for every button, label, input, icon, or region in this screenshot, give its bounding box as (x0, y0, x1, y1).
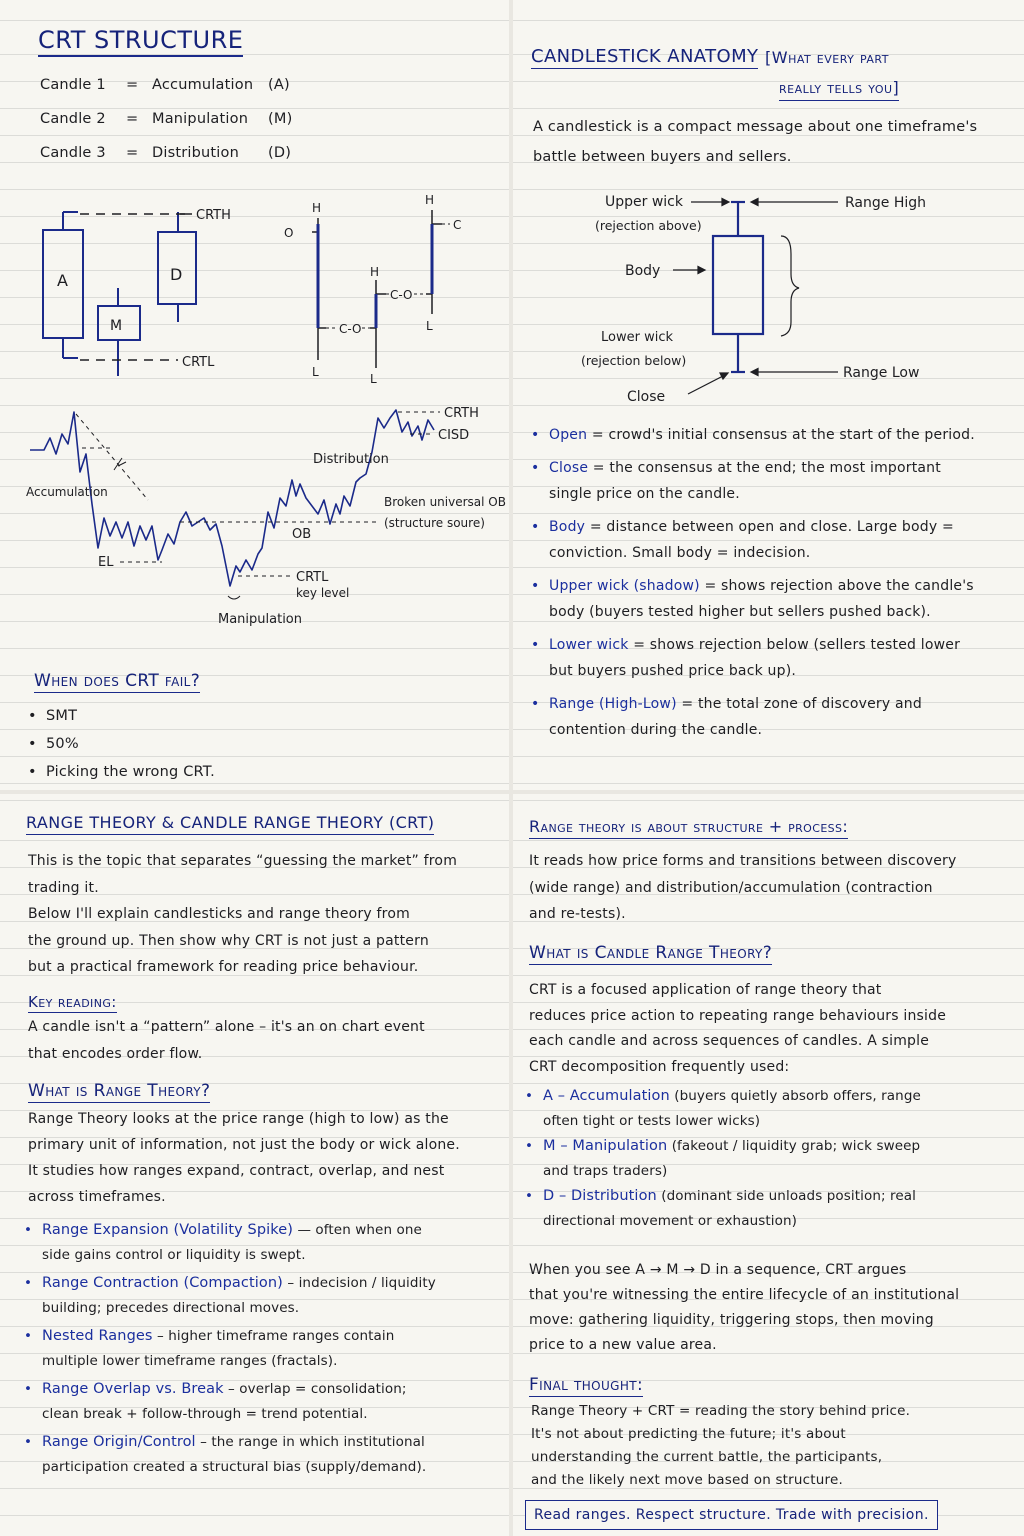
key-reading-heading: Key reading: (28, 993, 117, 1011)
list-item: • Open = crowd's initial consensus at the start of the period. (531, 422, 1017, 449)
candle-definitions (40, 72, 340, 174)
crt-fail-heading: When does CRT fail? (34, 671, 201, 691)
label-m: M (110, 318, 123, 334)
list-item: • Nested Ranges – higher timeframe ranges contain multiple lower timeframe ranges (fractals). (24, 1324, 502, 1374)
label-d: D (170, 265, 183, 284)
label-l: L (426, 319, 433, 333)
label-distribution: Distribution (313, 452, 389, 467)
crt-structure-page (0, 0, 509, 790)
label-structure-source: (structure soure) (384, 516, 485, 530)
list-item: • SMT (28, 702, 328, 730)
label-l: L (370, 372, 377, 386)
candlestick-bullets (531, 422, 1017, 744)
amd-bullets (525, 1084, 1015, 1233)
label-close: Close (627, 389, 666, 405)
candlestick-subtitle-2: really tells you] (779, 76, 899, 101)
label-key-level: key level (296, 586, 350, 600)
list-item: • Range Overlap vs. Break – overlap = consolidation; clean break + follow-through = trend potential. (24, 1377, 502, 1427)
final-thought-heading: Final thought: (529, 1375, 644, 1395)
list-item: • A – Accumulation (buyers quietly absorb offers, range often tight or tests lower wicks) (525, 1084, 1015, 1133)
structure-process-page (513, 794, 1024, 1536)
range-theory-title: RANGE THEORY & CANDLE RANGE THEORY (CRT) (26, 812, 434, 835)
list-item: • Range Origin/Control – the range in which institutional participation created a structural bias (supply/demand). (24, 1430, 502, 1480)
list-item: • 50% (28, 730, 328, 758)
list-item: • Range Expansion (Volatility Spike) — often when one side gains control or liquidity is swept. (24, 1218, 502, 1268)
label-manipulation: Manipulation (218, 612, 303, 627)
candle-definition: Candle 3 = Distribution (D) (40, 145, 292, 161)
label-body: Body (625, 263, 661, 279)
amd-candle-diagram (0, 190, 509, 390)
label-h: H (370, 265, 380, 279)
label-broken-ob: Broken universal OB (384, 495, 506, 509)
label-co: C-O (390, 288, 413, 302)
label-range-low: Range Low (843, 365, 920, 381)
price-action-sketch (0, 400, 509, 630)
label-lower-wick: Lower wick (601, 330, 673, 345)
label-a: A (57, 271, 68, 290)
label-co: C-O (339, 322, 362, 336)
structure-process-text: It reads how price forms and transitions between discovery (wide range) and distribution/accumulation (contraction and re-tests). (529, 853, 957, 922)
list-item: • Upper wick (shadow) = shows rejection above the candle's body (buyers tested higher but sellers pushed back). (531, 573, 1017, 626)
label-range-high: Range High (845, 195, 926, 211)
label-ob: OB (292, 527, 312, 542)
list-item: • Close = the consensus at the end; the most important single price on the candle. (531, 455, 1017, 508)
candle-definition: Candle 2 = Manipulation (M) (40, 111, 293, 127)
label-l: L (312, 365, 319, 379)
label-cisd: CISD (438, 428, 470, 443)
label-crtl: CRTL (182, 355, 215, 370)
what-is-crt-text: CRT is a focused application of range theory that reduces price action to repeating range behaviours inside each candle and across sequences of candles. A simple CRT decomposition frequently used: (529, 982, 947, 1075)
range-theory-intro: This is the topic that separates “guessing the market” from trading it. Below I'll explain candlesticks and range theory from the ground up. Then show why CRT is not just a pattern but a practical framework for reading price behaviour. (28, 853, 458, 975)
candle-body (713, 236, 763, 334)
amd-sequence-text: When you see A → M → D in a sequence, CRT argues that you're witnessing the entire lifecycle of an institutional move: gathering liquidity, triggering stops, then moving price to a new value area. (529, 1262, 960, 1353)
range-theory-page (0, 794, 509, 1536)
label-o: O (284, 226, 294, 240)
candle-anatomy-diagram (513, 180, 1024, 410)
what-is-range-theory-text: Range Theory looks at the price range (high to low) as the primary unit of information, not just the body or wick alone. It studies how ranges expand, contract, overlap, and nest across timeframes. (28, 1111, 460, 1205)
label-upper-wick-sub: (rejection above) (595, 218, 702, 233)
list-item: • Body = distance between open and close. Large body = conviction. Small body = indecision. (531, 514, 1017, 567)
crt-structure-title: CRT STRUCTURE (38, 26, 243, 57)
label-accumulation: Accumulation (26, 485, 108, 499)
label-el: EL (98, 555, 114, 570)
list-item: • M – Manipulation (fakeout / liquidity grab; wick sweep and traps traders) (525, 1134, 1015, 1183)
range-theory-bullets (24, 1218, 502, 1480)
candlestick-subtitle-1: [What every part (765, 48, 889, 67)
motto-box: Read ranges. Respect structure. Trade with precision. (525, 1500, 938, 1530)
label-crth: CRTH (196, 208, 231, 223)
label-crth: CRTH (444, 406, 479, 421)
list-item: • Range Contraction (Compaction) – indecision / liquidity building; precedes directional moves. (24, 1271, 502, 1321)
label-lower-wick-sub: (rejection below) (581, 353, 687, 368)
label-crtl: CRTL (296, 570, 329, 585)
label-h: H (425, 193, 435, 207)
what-is-crt-heading: What is Candle Range Theory? (529, 943, 773, 963)
label-h: H (312, 201, 322, 215)
list-item: • Range (High-Low) = the total zone of discovery and contention during the candle. (531, 691, 1017, 744)
label-c: C (453, 218, 462, 232)
label-upper-wick: Upper wick (605, 194, 683, 210)
list-item: • D – Distribution (dominant side unloads position; real directional movement or exhaustion) (525, 1184, 1015, 1233)
candle-definition: Candle 1 = Accumulation (A) (40, 77, 290, 93)
key-reading-text: A candle isn't a “pattern” alone – it's an on chart event that encodes order flow. (28, 1019, 425, 1062)
candlestick-intro: A candlestick is a compact message about one timeframe's battle between buyers and sellers. (533, 119, 978, 165)
crt-fail-list (28, 702, 328, 786)
candlestick-title: CANDLESTICK ANATOMY (531, 46, 759, 67)
structure-process-heading: Range theory is about structure + process: (529, 816, 848, 839)
list-item: • Lower wick = shows rejection below (sellers tested lower but buyers pushed price back up). (531, 632, 1017, 685)
what-is-range-theory-heading: What is Range Theory? (28, 1081, 211, 1101)
candlestick-anatomy-page (513, 0, 1024, 790)
final-thought-text: Range Theory + CRT = reading the story behind price. It's not about predicting the future; it's about understanding the current battle, the participants, and the likely next move based on structure. (531, 1403, 911, 1488)
list-item: • Picking the wrong CRT. (28, 758, 328, 786)
